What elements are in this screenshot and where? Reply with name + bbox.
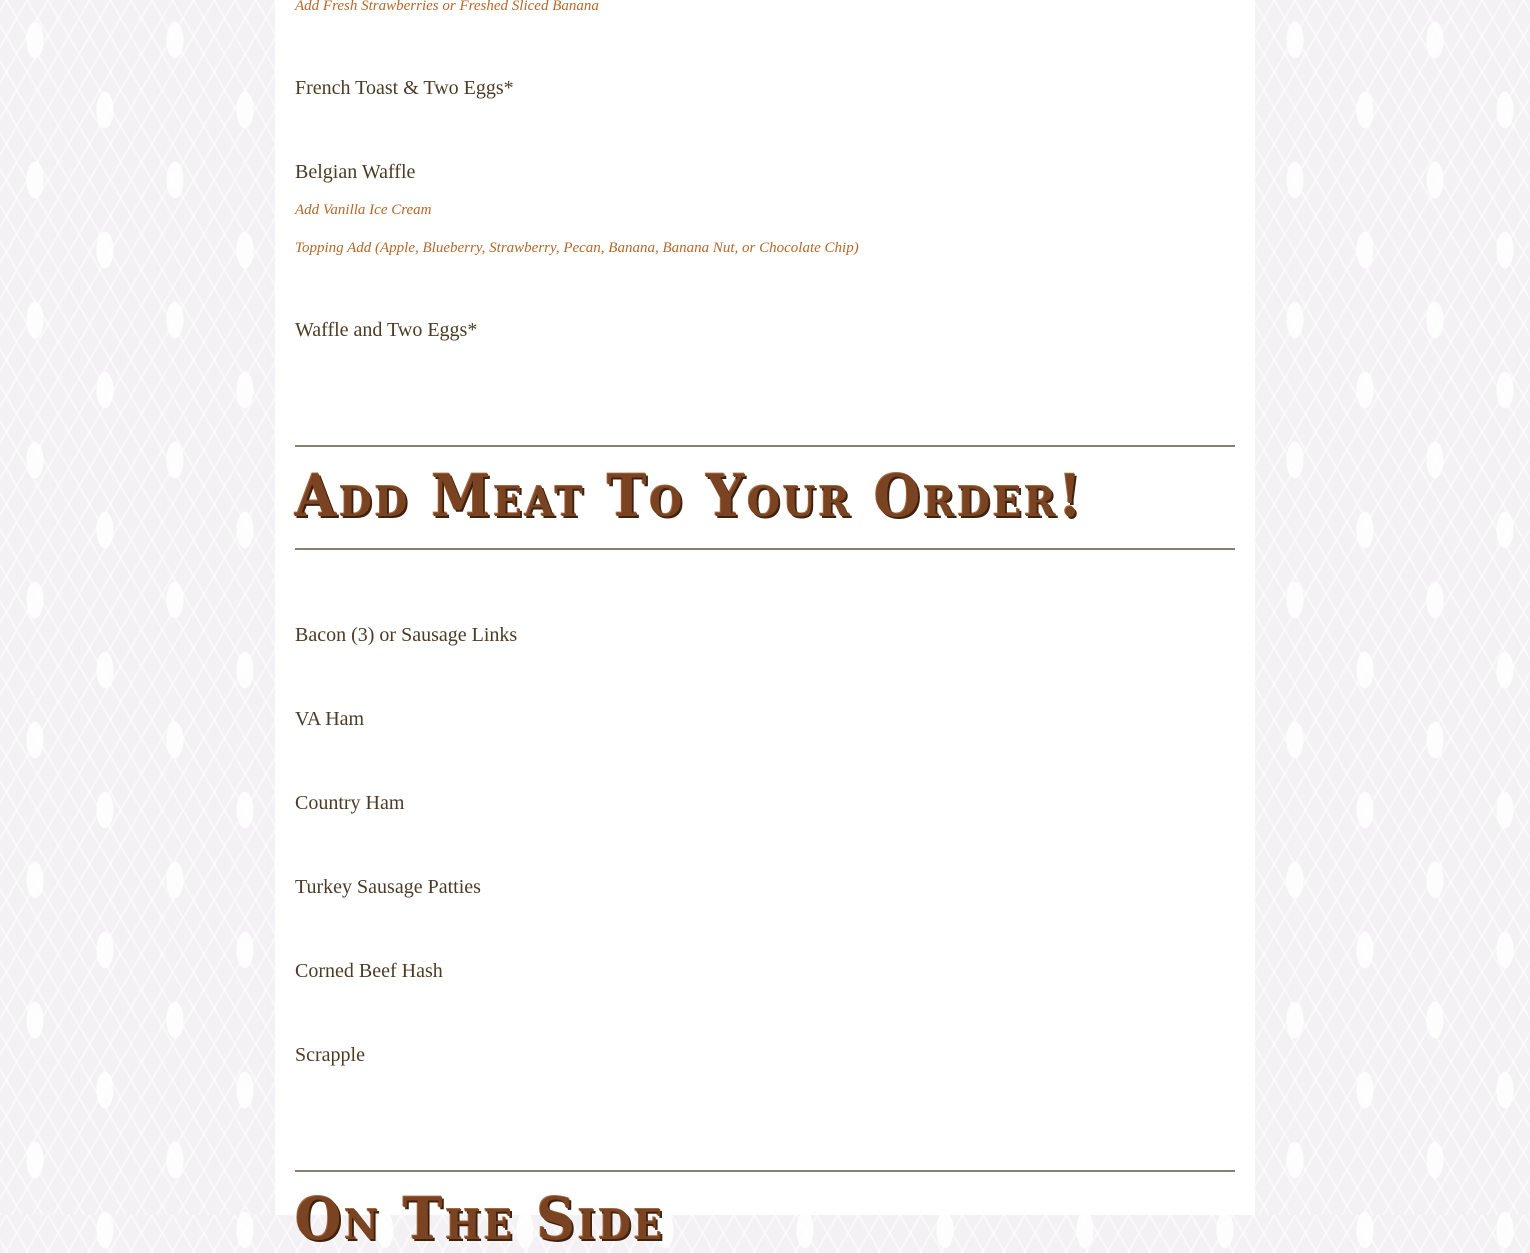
item-addon-note: Add Vanilla Ice Cream [295, 202, 432, 218]
menu-item-name: Bacon (3) or Sausage Links [295, 624, 518, 646]
section-heading-add-meat: Add Meat To Your Order! [295, 462, 1085, 530]
section-divider [295, 1170, 1235, 1172]
menu-item-name: VA Ham [295, 708, 365, 730]
menu-content-panel [275, 0, 1255, 1253]
item-addon-note: Add Fresh Strawberries or Freshed Sliced Banana [295, 0, 599, 14]
menu-item-name: Turkey Sausage Patties [295, 876, 481, 898]
menu-item-name: French Toast & Two Eggs* [295, 77, 514, 99]
menu-item-name: Waffle and Two Eggs* [295, 319, 478, 341]
menu-item-name: Country Ham [295, 792, 405, 814]
section-divider [295, 548, 1235, 550]
section-divider [295, 445, 1235, 447]
menu-item-name: Belgian Waffle [295, 161, 416, 183]
item-addon-note: Topping Add (Apple, Blueberry, Strawberry, Pecan, Banana, Banana Nut, or Chocolate Chip) [295, 240, 859, 256]
menu-item-name: Corned Beef Hash [295, 960, 443, 982]
section-heading-on-the-side: On The Side [295, 1185, 666, 1253]
menu-item-name: Scrapple [295, 1044, 365, 1066]
